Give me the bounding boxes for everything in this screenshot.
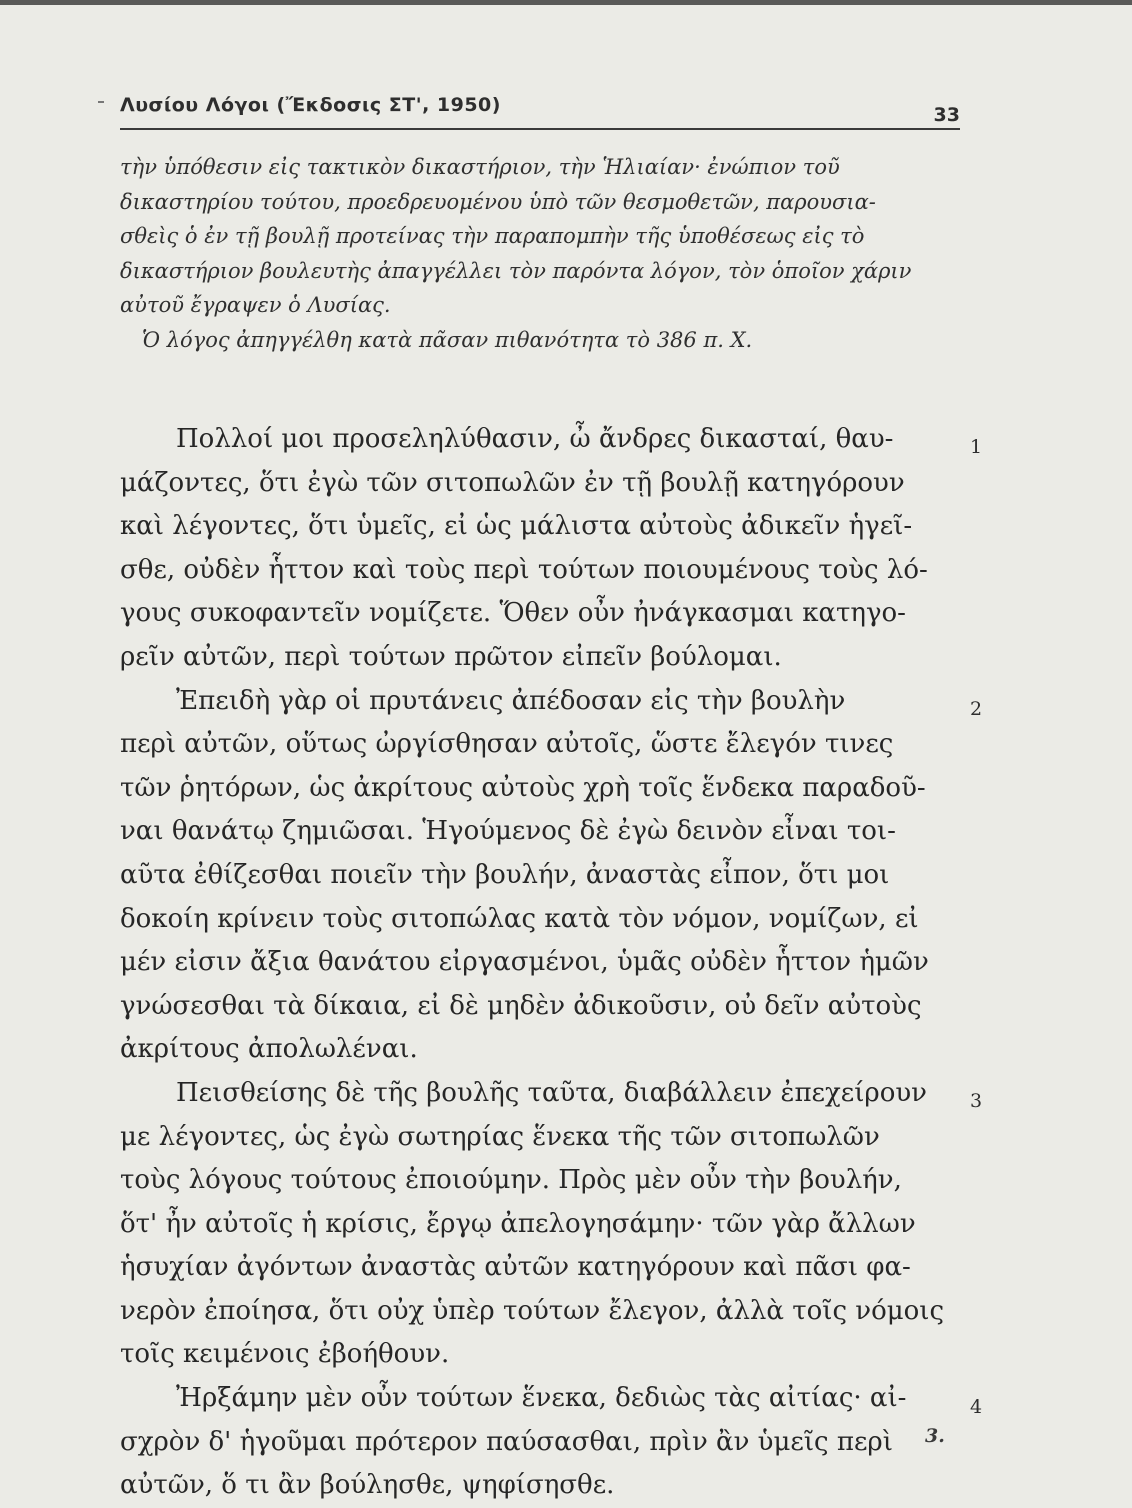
section-number-3: 3 bbox=[970, 1090, 983, 1112]
paragraph-3-line: με λέγοντες, ὡς ἐγὼ σωτηρίας ἕνεκα τῆς τῶν σιτοπωλῶν bbox=[120, 1121, 880, 1152]
paragraph-1-line: μάζοντες, ὅτι ἐγὼ τῶν σιτοπωλῶν ἐν τῇ βουλῇ κατηγόρουν bbox=[120, 467, 905, 498]
paragraph-3-line: νερὸν ἐποίησα, ὅτι οὐχ ὑπὲρ τούτων ἔλεγον, ἀλλὰ τοῖς νόμοις bbox=[120, 1295, 945, 1326]
paragraph-2-line: δοκοίη κρίνειν τοὺς σιτοπώλας κατὰ τὸν νόμον, νομίζων, εἰ bbox=[120, 903, 919, 934]
intro-text bbox=[120, 150, 960, 357]
paragraph-4-line: σχρὸν δ' ἡγοῦμαι πρότερον παύσασθαι, πρὶν ἂν ὑμεῖς περὶ bbox=[120, 1426, 893, 1457]
paragraph-2-line: Ἐπειδὴ γὰρ οἱ πρυτάνεις ἀπέδοσαν εἰς τὴν βουλὴν bbox=[176, 685, 846, 716]
paragraph-1-line: γους συκοφαντεῖν νομίζετε. Ὅθεν οὖν ἠνάγκασμαι κατηγο- bbox=[120, 598, 906, 629]
section-number-1: 1 bbox=[970, 436, 983, 458]
paragraph-2-line: μέν εἰσιν ἄξια θανάτου εἰργασμένοι, ὑμᾶς οὐδὲν ἧττον ἡμῶν bbox=[120, 947, 929, 978]
intro-note: Ὁ λόγος ἀπηγγέλθη κατὰ πᾶσαν πιθανότητα τὸ 386 π. Χ. bbox=[142, 327, 753, 352]
paragraph-4-line: αὐτῶν, ὅ τι ἂν βούλησθε, ψηφίσησθε. bbox=[120, 1470, 615, 1501]
paragraph-1-line: σθε, οὐδὲν ἧττον καὶ τοὺς περὶ τούτων ποιουμένους τοὺς λό- bbox=[120, 554, 928, 585]
paragraph-4-line: Ἠρξάμην μὲν οὖν τούτων ἕνεκα, δεδιὼς τὰς αἰτίας· αἰ- bbox=[176, 1383, 907, 1414]
intro-line: δικαστήριον βουλευτὴς ἀπαγγέλλει τὸν παρόντα λόγον, τὸν ὁποῖον χάριν bbox=[120, 258, 912, 283]
paragraph-2-line: τῶν ῥητόρων, ὡς ἀκρίτους αὐτοὺς χρὴ τοῖς ἕνδεκα παραδοῦ- bbox=[120, 772, 926, 803]
paragraph-3-line: ἡσυχίαν ἀγόντων ἀναστὰς αὐτῶν κατηγόρουν καὶ πᾶσι φα- bbox=[120, 1252, 911, 1283]
section-number-2: 2 bbox=[970, 698, 983, 720]
intro-line: αὐτοῦ ἔγραψεν ὁ Λυσίας. bbox=[120, 293, 391, 317]
paragraph-3-line: τοῖς κειμένοις ἐβοήθουν. bbox=[120, 1339, 450, 1370]
intro-line: δικαστηρίου τούτου, προεδρευομένου ὑπὸ τῶν θεσμοθετῶν, παρουσια- bbox=[120, 189, 876, 214]
running-header: Λυσίου Λόγοι (Ἔκδοσις ΣΤ', 1950) bbox=[120, 94, 501, 116]
paragraph-2-line: περὶ αὐτῶν, οὕτως ὠργίσθησαν αὐτοῖς, ὥστε ἔλεγόν τινες bbox=[120, 729, 894, 760]
intro-line: τὴν ὑπόθεσιν εἰς τακτικὸν δικαστήριον, τὴν Ἡλιαίαν· ἐνώπιον τοῦ bbox=[120, 155, 840, 179]
main-text bbox=[120, 418, 983, 1508]
section-number-4: 4 bbox=[970, 1396, 983, 1418]
paragraph-1-line: Πολλοί μοι προσεληλύθασιν, ὦ ἄνδρες δικασταί, θαυ- bbox=[176, 424, 894, 454]
margin-mark bbox=[98, 101, 104, 103]
paragraph-3-line: τοὺς λόγους τούτους ἐποιούμην. Πρὸς μὲν οὖν τὴν βουλήν, bbox=[120, 1165, 902, 1196]
paragraph-2-line: γνώσεσθαι τὰ δίκαια, εἰ δὲ μηδὲν ἀδικοῦσιν, οὐ δεῖν αὐτοὺς bbox=[120, 990, 922, 1021]
paragraph-1-line: καὶ λέγοντες, ὅτι ὑμεῖς, εἰ ὡς μάλιστα αὐτοὺς ἀδικεῖν ἡγεῖ- bbox=[120, 511, 913, 542]
paragraph-1-line: ρεῖν αὐτῶν, περὶ τούτων πρῶτον εἰπεῖν βούλομαι. bbox=[120, 641, 782, 672]
paragraph-2-line: ναι θανάτῳ ζημιῶσαι. Ἡγούμενος δὲ ἐγὼ δεινὸν εἶναι τοι- bbox=[120, 816, 896, 847]
page-number: 33 bbox=[933, 104, 960, 126]
signature-mark: 3. bbox=[925, 1425, 945, 1447]
paragraph-3-line: ὅτ' ἦν αὐτοῖς ἡ κρίσις, ἔργῳ ἀπελογησάμην· τῶν γὰρ ἄλλων bbox=[120, 1208, 916, 1239]
intro-line: σθεὶς ὁ ἐν τῇ βουλῇ προτείνας τὴν παραπομπὴν τῆς ὑποθέσεως εἰς τὸ bbox=[120, 224, 865, 248]
paragraph-2-line: ἀκρίτους ἀπολωλέναι. bbox=[120, 1034, 418, 1065]
page-edge bbox=[0, 0, 1132, 5]
paragraph-3-line: Πεισθείσης δὲ τῆς βουλῆς ταῦτα, διαβάλλειν ἐπεχείρουν bbox=[176, 1077, 927, 1108]
paragraph-2-line: αῦτα ἐθίζεσθαι ποιεῖν τὴν βουλήν, ἀναστὰς εἶπον, ὅτι μοι bbox=[120, 859, 890, 890]
